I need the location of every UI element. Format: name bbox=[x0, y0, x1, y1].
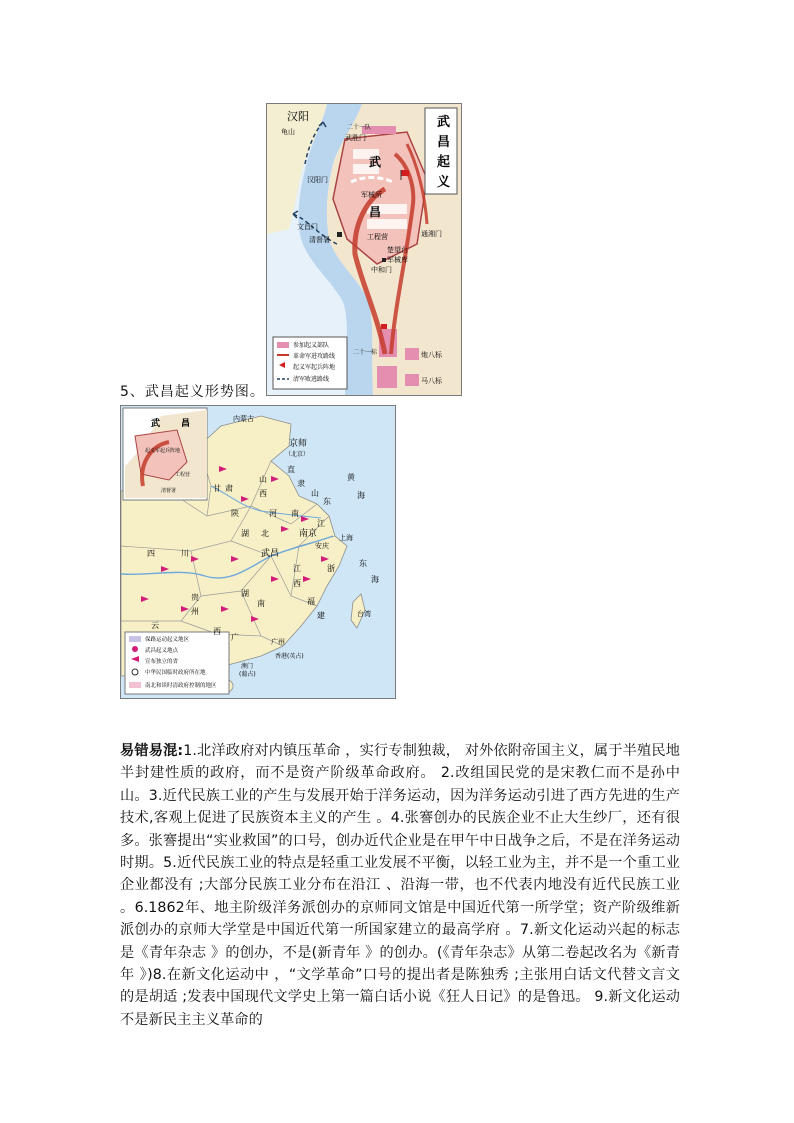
map2-legend-5: 南北和谈时清政府控制的地区 bbox=[145, 683, 217, 689]
map2-li: 隶 bbox=[297, 479, 305, 488]
map2-bei: 北 bbox=[261, 529, 269, 538]
map2-nan1: 南 bbox=[291, 509, 299, 518]
map2-shanghai: 上海 bbox=[339, 534, 353, 542]
map1-label-guishan: 龟山 bbox=[281, 128, 295, 136]
notes-lead: 易错易混: bbox=[120, 743, 184, 759]
inset-chang: 昌 bbox=[181, 419, 191, 429]
map2-hu1: 湖 bbox=[241, 529, 249, 538]
map1-label-21dui: 二十一队 bbox=[347, 124, 372, 131]
map2-jian: 建 bbox=[317, 611, 325, 620]
notes-body: 1.北洋政府对内镇压革命 ，实行专制独裁， 对外依附帝国主义，属于半殖民地半封建性质的政府，而不是资产阶级革命政府。 2.改组国民党的是宋教仁而不是孙中山。3.近代民族工业的产生与发展开始于洋务运动，因为洋务运动引进了西方先进的生产技术,客观上促进了民族资本主义的产生 。4.张謇创办的民族企业不止大生纱厂，还有很多。张謇提出“实业救国”的口号，创办近代企业是在甲午中日战争之后，不是在洋务运动时期。5.近代民族工业的特点是轻重工业发展不平衡，以轻工业为主，并不是一个重工业企业都没有 ;大部分民族工业分布在沿江 、沿海一带，也不代表内地没有近代民族工业 。6.1862年、地主阶级洋务派创办的京师同文馆是中国近代第一所学堂；资产阶级维新派创办的京师大学堂是中国近代第一所国家建立的最高学府 。7.新文化运动兴起的标志是《青年杂志 》的创办，不是(新青年 》的创办。(《青年杂志》从第二卷起改名为《新青年 》)8.在新文化运动中 ，“文学革命”口号的提出者是陈独秀 ;主张用白话文代替文言文的是胡适 ;发表中国现代文学史上第一篇白话小说《狂人日记》的是鲁迅。 9.新文化运动不是新民主主义革命的 bbox=[120, 743, 680, 1028]
inset-wu: 武 bbox=[151, 419, 161, 429]
map2-beijing: （北京） bbox=[285, 451, 310, 458]
map2-chuan: 川 bbox=[181, 549, 189, 558]
error-prone-notes bbox=[120, 740, 680, 1031]
map1-legend-2: 革命军进攻路线 bbox=[293, 353, 336, 360]
map2-su: 肃 bbox=[225, 484, 233, 493]
map2-nan2: 南 bbox=[257, 599, 265, 608]
map1-label-21biao: 二十一标 bbox=[353, 349, 378, 356]
map1-label-wu: 武 bbox=[369, 155, 382, 169]
map2-xi3: 西 bbox=[213, 627, 221, 636]
wuchang-uprising-map bbox=[266, 103, 462, 396]
map2-aomen: 澳门 bbox=[241, 663, 254, 670]
map1-label-qingdushu: 清督署 bbox=[309, 236, 330, 244]
map1-label-junxieku: 军械库 bbox=[387, 256, 408, 264]
map2-fu: 福 bbox=[307, 597, 315, 606]
map2-gan: 甘 bbox=[213, 484, 221, 493]
map2-si: 四 bbox=[147, 549, 155, 558]
map2-jiang2: 江 bbox=[293, 564, 301, 573]
map1-legend-4: 清军败逃路线 bbox=[293, 376, 330, 383]
map2-huang: 黄 bbox=[347, 473, 355, 482]
map2-jingshi: 京师 bbox=[289, 439, 308, 449]
map2-gui1: 贵 bbox=[191, 593, 199, 602]
map2-xianggang: 香港(英占) bbox=[275, 653, 304, 660]
map2-hu2: 湖 bbox=[241, 589, 249, 598]
map2-he: 河 bbox=[269, 509, 277, 518]
map1-label-hanyang: 汉阳 bbox=[287, 110, 309, 123]
map2-dong: 东 bbox=[323, 497, 331, 506]
map2-wuchang: 武昌 bbox=[261, 549, 280, 559]
map2-hai2: 海 bbox=[371, 575, 379, 584]
map2-legend-3: 宣布独立的省 bbox=[145, 659, 179, 665]
map2-jiang1: 江 bbox=[317, 519, 325, 528]
map1-label-wenchangmen: 文昌门 bbox=[297, 223, 318, 231]
map2-guang: 广 bbox=[231, 633, 239, 642]
map1-label-tongxiangmen: 通湘门 bbox=[421, 230, 442, 238]
map2-xi1: 西 bbox=[259, 489, 267, 498]
map2-yun: 云 bbox=[151, 621, 159, 630]
inset-qds: 清督署 bbox=[161, 488, 177, 494]
map1-legend-3: 起义军起兵阵地 bbox=[293, 364, 336, 371]
map1-label-hanyangmen: 汉阳门 bbox=[307, 176, 328, 184]
map1-title-char-4: 义 bbox=[437, 175, 451, 190]
map1-caption: 5、武昌起义形势图。 bbox=[120, 384, 265, 400]
map2-donghai: 东 bbox=[359, 559, 367, 568]
map2-legend-1: 保路运动起义地区 bbox=[145, 637, 190, 643]
map2-haiA: 海 bbox=[357, 491, 365, 500]
map2-guangzhou: 广州 bbox=[271, 638, 285, 646]
map1-title-char-3: 起 bbox=[437, 155, 451, 170]
national-uprising-map bbox=[120, 405, 396, 699]
map1-legend-1: 参加起义部队 bbox=[293, 342, 330, 349]
wuchang-map-svg bbox=[267, 104, 461, 395]
map1-label-bazhengtai: 楚望台 bbox=[387, 246, 408, 254]
map2-shan1: 山 bbox=[259, 475, 267, 484]
map1-title-char-1: 武 bbox=[437, 115, 451, 130]
map1-label-chang: 昌 bbox=[369, 205, 382, 219]
map1-label-mabiao: 马八标 bbox=[421, 377, 442, 385]
map2-putao: (葡占) bbox=[239, 671, 256, 678]
map1-label-pabiao: 炮八标 bbox=[421, 351, 442, 359]
map2-anqing: 安庆 bbox=[315, 542, 329, 550]
national-map-svg bbox=[121, 406, 395, 698]
inset-note: 起义军起兵阵地 bbox=[145, 448, 181, 454]
map2-shaan: 陕 bbox=[231, 509, 239, 518]
map1-label-gongchengying: 工程营 bbox=[367, 233, 388, 241]
map2-nanjing: 南京 bbox=[299, 529, 318, 539]
map1-title-char-2: 昌 bbox=[437, 135, 451, 150]
map2-zhe: 浙 bbox=[327, 564, 335, 573]
map2-taiwan: 台湾 bbox=[357, 610, 371, 618]
inset-gcy: 工程营 bbox=[175, 472, 191, 478]
map2-legend-4: 中华民国临时政府所在地 bbox=[145, 670, 206, 676]
map2-shandong1: 山 bbox=[311, 489, 319, 498]
map2-xi2: 西 bbox=[293, 579, 301, 588]
map2-zhou: 州 bbox=[191, 607, 199, 616]
map2-legend-2: 武昌起义地点 bbox=[145, 648, 179, 654]
map1-label-zhonghemen: 中和门 bbox=[371, 266, 392, 274]
map2-neimenggu: 内蒙古 bbox=[233, 415, 254, 423]
map2-zhi: 直 bbox=[287, 465, 295, 474]
map1-label-wushengmen: 武胜门 bbox=[345, 134, 366, 142]
map1-label-junxiesuo: 军械所 bbox=[361, 191, 382, 199]
